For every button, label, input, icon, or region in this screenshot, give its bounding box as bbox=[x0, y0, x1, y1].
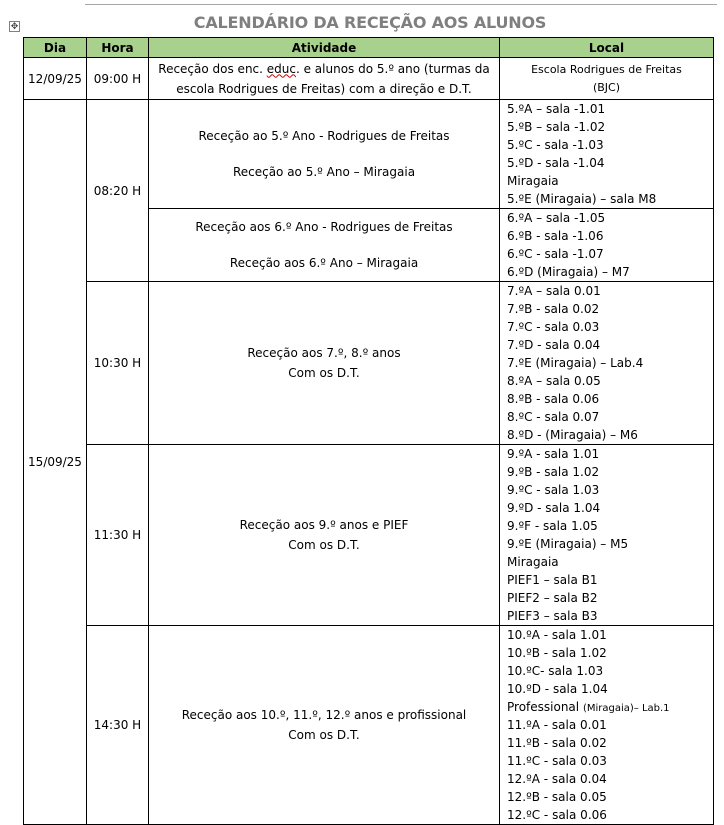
table-row bbox=[24, 58, 714, 100]
cell-hora: 10:30 H bbox=[87, 282, 149, 445]
activity-text: . e alunos do 5.º ano (turmas da bbox=[295, 61, 490, 76]
local-line: 8.ºA – sala 0.05 bbox=[507, 374, 601, 388]
cell-atividade bbox=[149, 58, 500, 100]
table-move-handle-icon[interactable]: ✥ bbox=[10, 21, 19, 31]
spellcheck-word: educ bbox=[266, 61, 296, 76]
cell-dia: 12/09/25 bbox=[24, 58, 87, 100]
local-line: 11.ºC - sala 0.03 bbox=[507, 754, 607, 768]
activity-text: Receção ao 5.º Ano - Rodrigues de Freitas bbox=[198, 129, 450, 143]
activity-text: Receção dos enc. bbox=[158, 61, 267, 76]
cell-atividade bbox=[149, 282, 500, 445]
cell-local bbox=[500, 626, 714, 825]
col-header-atividade: Atividade bbox=[149, 38, 500, 58]
local-line: 9.ºE (Miragaia) – M5 bbox=[507, 537, 629, 551]
activity-text: Receção ao 5.º Ano – Miragaia bbox=[232, 165, 416, 179]
local-line: 9.ºD - sala 1.04 bbox=[507, 501, 601, 515]
local-line: 6.ºB - sala -1.06 bbox=[507, 229, 604, 243]
cell-hora: 11:30 H bbox=[87, 445, 149, 626]
cell-local bbox=[500, 100, 714, 209]
cell-local bbox=[500, 445, 714, 626]
cell-atividade bbox=[149, 100, 500, 209]
cell-local bbox=[500, 58, 714, 100]
local-line: Escola Rodrigues de Freitas bbox=[531, 62, 682, 76]
local-line: 7.ºC - sala 0.03 bbox=[507, 320, 600, 334]
schedule-table bbox=[23, 37, 714, 825]
local-line: 5.ºE (Miragaia) – sala M8 bbox=[507, 192, 657, 206]
col-header-dia: Dia bbox=[24, 38, 87, 58]
activity-text: escola Rodrigues de Freitas) com a direção e D.T. bbox=[176, 81, 472, 96]
activity-text: Com os D.T. bbox=[288, 366, 360, 380]
cell-hora: 08:20 H bbox=[87, 100, 149, 282]
local-line: 5.ºA – sala -1.01 bbox=[507, 102, 606, 116]
local-line bbox=[507, 698, 713, 716]
activity-text: Receção aos 9.º anos e PIEF bbox=[239, 518, 409, 532]
activity-text: Com os D.T. bbox=[288, 538, 360, 552]
cell-local bbox=[500, 209, 714, 282]
local-line: Miragaia bbox=[507, 555, 559, 569]
activity-text: Receção aos 7.º, 8.º anos bbox=[247, 346, 401, 360]
local-line: 10.ºA - sala 1.01 bbox=[507, 628, 607, 642]
col-header-hora: Hora bbox=[87, 38, 149, 58]
local-line: 11.ºA - sala 0.01 bbox=[507, 718, 607, 732]
local-line: 12.ºC - sala 0.06 bbox=[507, 808, 607, 822]
cell-atividade bbox=[149, 626, 500, 825]
local-line: 12.ºA - sala 0.04 bbox=[507, 772, 607, 786]
local-line: 10.ºD - sala 1.04 bbox=[507, 682, 608, 696]
activity-text: Receção aos 6.º Ano - Rodrigues de Freitas bbox=[195, 220, 453, 234]
local-line: 9.ºF - sala 1.05 bbox=[507, 519, 598, 533]
local-line: Miragaia bbox=[507, 174, 559, 188]
local-line: PIEF2 – sala B2 bbox=[507, 591, 598, 605]
local-line: 5.ºC - sala -1.03 bbox=[507, 138, 604, 152]
activity-text: Receção aos 10.º, 11.º, 12.º anos e profissional bbox=[181, 708, 467, 722]
table-row bbox=[24, 100, 714, 209]
local-line: 8.ºB - sala 0.06 bbox=[507, 392, 600, 406]
cell-local bbox=[500, 282, 714, 445]
local-line: 9.ºB - sala 1.02 bbox=[507, 465, 600, 479]
local-line: PIEF3 – sala B3 bbox=[507, 609, 598, 623]
cell-dia: 15/09/25 bbox=[24, 100, 87, 825]
local-line: 10.ºC- sala 1.03 bbox=[507, 664, 604, 678]
local-line: 5.ºD - sala -1.04 bbox=[507, 156, 605, 170]
table-row bbox=[24, 626, 714, 825]
activity-text: Com os D.T. bbox=[288, 728, 360, 742]
local-line: 8.ºD - (Miragaia) – M6 bbox=[507, 428, 638, 442]
local-line: 7.ºE (Miragaia) – Lab.4 bbox=[507, 356, 644, 370]
local-line: PIEF1 – sala B1 bbox=[507, 573, 598, 587]
local-prof-label: Professional bbox=[507, 700, 583, 714]
local-line: 6.ºC - sala -1.07 bbox=[507, 247, 604, 261]
local-line: 7.ºB - sala 0.02 bbox=[507, 302, 600, 316]
col-header-local: Local bbox=[500, 38, 714, 58]
header-rule bbox=[85, 4, 717, 5]
table-row bbox=[24, 282, 714, 445]
local-line: 7.ºD - sala 0.04 bbox=[507, 338, 601, 352]
local-line: 12.ºB - sala 0.05 bbox=[507, 790, 607, 804]
local-line: 7.ºA – sala 0.01 bbox=[507, 284, 601, 298]
page-title: CALENDÁRIO DA RECEÇÃO AOS ALUNOS bbox=[193, 13, 547, 32]
local-line: 9.ºC - sala 1.03 bbox=[507, 483, 600, 497]
table-row bbox=[24, 445, 714, 626]
local-prof-location: (Miragaia)– Lab.1 bbox=[582, 703, 670, 714]
cell-hora: 09:00 H bbox=[87, 58, 149, 100]
table-header-row bbox=[24, 38, 714, 58]
local-line: (BJC) bbox=[592, 80, 621, 94]
cell-hora: 14:30 H bbox=[87, 626, 149, 825]
cell-atividade bbox=[149, 209, 500, 282]
activity-text: Receção aos 6.º Ano – Miragaia bbox=[229, 256, 419, 270]
local-line: 11.ºB - sala 0.02 bbox=[507, 736, 607, 750]
local-line: 5.ºB – sala -1.02 bbox=[507, 120, 606, 134]
cell-atividade bbox=[149, 445, 500, 626]
local-line: 6.ºD (Miragaia) – M7 bbox=[507, 265, 630, 279]
local-line: 10.ºB - sala 1.02 bbox=[507, 646, 607, 660]
local-line: 9.ºA - sala 1.01 bbox=[507, 447, 600, 461]
local-line: 6.ºA – sala -1.05 bbox=[507, 211, 606, 225]
local-line: 8.ºC - sala 0.07 bbox=[507, 410, 600, 424]
